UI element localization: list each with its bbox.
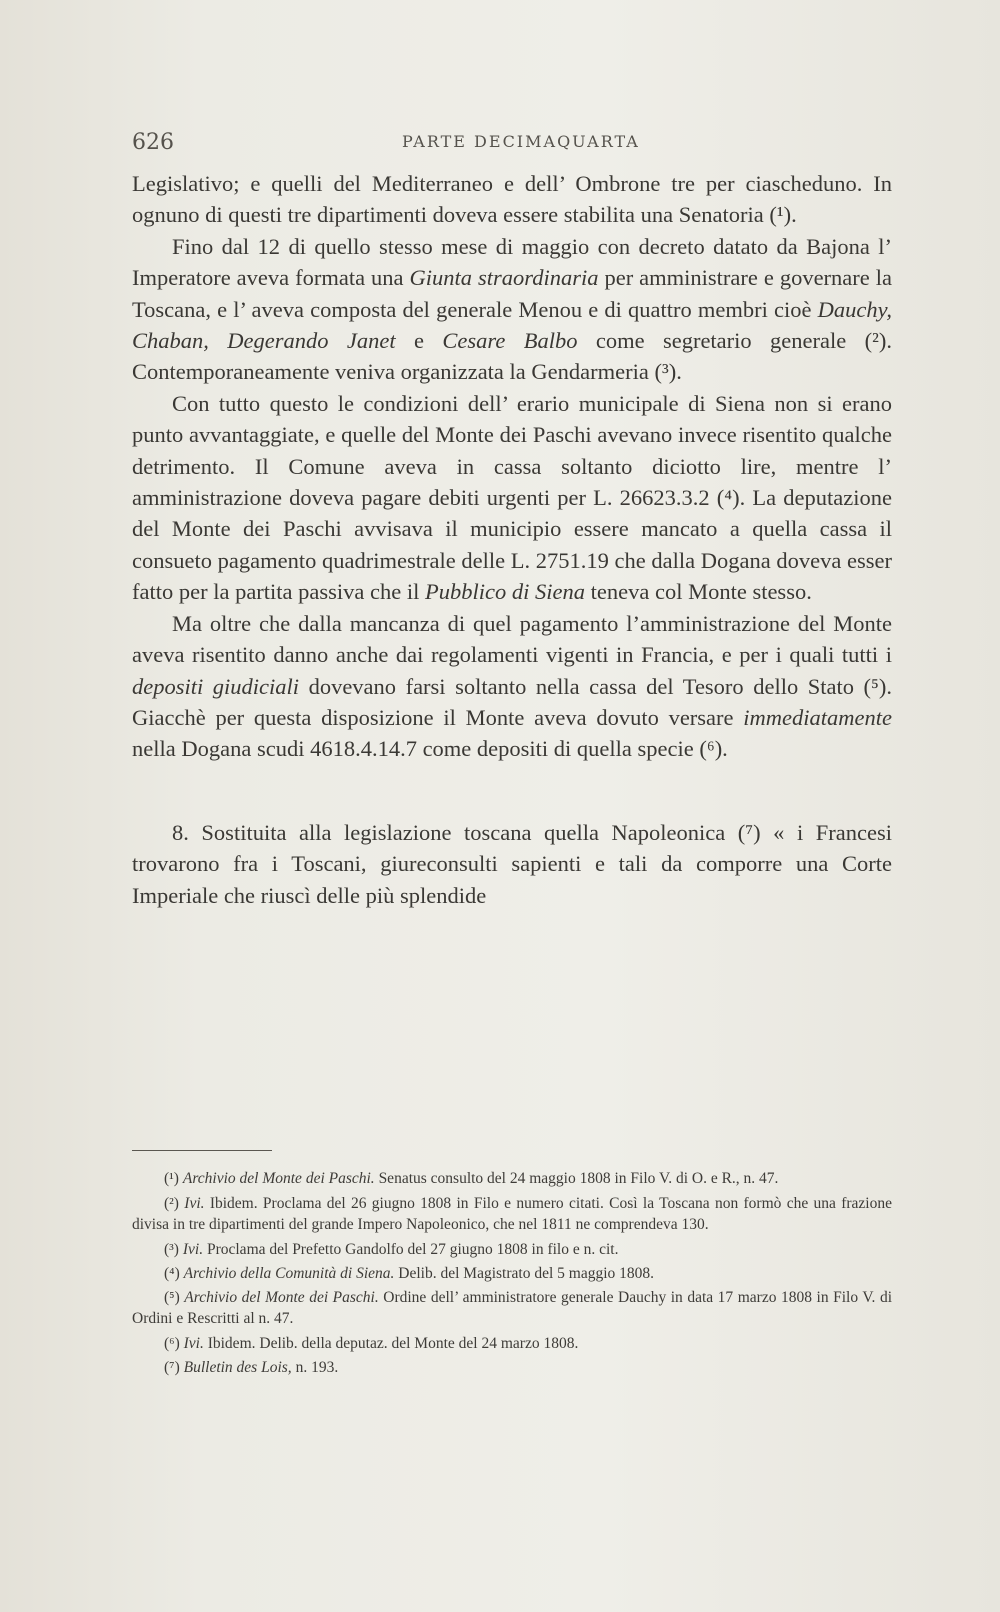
footnote — [132, 1333, 892, 1354]
text-run: (⁶) — [164, 1335, 184, 1352]
italic-text: depositi giudiciali — [132, 673, 300, 699]
italic-text: immediatamente — [743, 704, 892, 730]
text-run: Fino dal 12 di quello stesso mese di maggio con decreto datato da Bajona l’ Imperatore aveva formata una — [132, 233, 892, 291]
footnote — [132, 1168, 892, 1189]
footnote — [132, 1357, 892, 1378]
text-run: Ordine dell’ amministratore generale Dauchy in data 17 marzo 1808 in Filo V. di Ordini e Rescritti al n. 47. — [132, 1289, 892, 1327]
text-run: Ma oltre che dalla mancanza di quel pagamento l’amministrazione del Monte aveva risentito danno anche dai regolamenti vigenti in Francia, e per i quali tutti i — [132, 610, 892, 668]
text-run: . — [791, 202, 797, 228]
paragraph — [132, 231, 892, 388]
italic-text: Archivio del Monte dei Paschi. — [184, 1289, 379, 1306]
italic-text: Pubblico di Siena — [425, 579, 585, 605]
text-run: (¹) — [164, 1170, 183, 1187]
page-number: 626 — [132, 130, 174, 155]
italic-text: Archivio del Monte dei Paschi. — [182, 1170, 375, 1187]
footnote — [132, 1287, 892, 1329]
text-run: Delib. del Magistrato del 5 maggio 1808. — [394, 1265, 655, 1282]
footnote — [132, 1193, 892, 1235]
text-run: e — [395, 328, 443, 354]
section-gap — [132, 765, 892, 817]
text-run: Legislativo; e quelli del Mediterraneo e dell’ Ombrone tre per ciascheduno. In ognuno di questi tre dipartimenti doveva essere stabilita una Senatoria — [132, 171, 892, 228]
text-run: teneva col Monte stesso. — [585, 579, 812, 605]
italic-text: Cesare Balbo — [442, 328, 578, 354]
italic-text: Ivi. — [182, 1241, 204, 1258]
italic-text: Dauchy, Chaban, Degerando Janet — [132, 296, 892, 354]
italic-text: Archivio della Comunità di Siena. — [183, 1265, 395, 1282]
running-title: PARTE DECIMAQUARTA — [402, 132, 640, 151]
text-run: nella Dogana scudi 4618.4.14.7 come depositi di quella specie (⁶). — [132, 736, 728, 762]
footnote — [132, 1239, 892, 1260]
footnote-divider — [132, 1150, 272, 1151]
text-run: Ibidem. Proclama del 26 giugno 1808 in Filo e numero citati. Così la Toscana non formò che una frazione divisa in tre dipartimenti del grande Impero Napoleonico, che nel 1811 ne comprendeva 130. — [132, 1195, 892, 1233]
text-run: n. 193. — [291, 1359, 339, 1376]
text-run: (⁴) — [164, 1265, 184, 1282]
text-run: dovevano farsi soltanto nella cassa del Tesoro dello Stato (⁵). Giacchè per questa disposizione il Monte aveva dovuto versare — [132, 673, 892, 730]
italic-text: Ivi. — [184, 1195, 205, 1212]
italic-text: Bulletin des Lois, — [183, 1359, 292, 1376]
footnote — [132, 1263, 892, 1284]
text-run: (³) — [164, 1241, 183, 1258]
text-run: Con tutto questo le condizioni dell’ erario municipale di Siena non si erano punto avvantaggiate, e quelle del Monte dei Paschi avevano invece risentito qualche detrimento. Il Comune aveva in cassa soltanto diciotto lire, mentre l’ amministrazione doveva pagare debiti urgenti per L. 26623.3.2 (⁴). La deputazione del Monte dei Paschi avvisava il municipio essere mancato a quella cassa il consueto pagamento quadrimestrale delle L. 2751.19 che dalla Dogana doveva esser fatto per la partita passiva che il — [132, 390, 892, 605]
text-run: (²) — [164, 1195, 185, 1212]
text-run: (⁷) — [164, 1359, 184, 1376]
main-text — [132, 168, 892, 911]
text-run: (¹) — [769, 202, 792, 228]
text-run: Proclama del Prefetto Gandolfo del 27 giugno 1808 in filo e n. cit. — [203, 1241, 619, 1258]
text-run: per amministrare e governare la Toscana, e l’ aveva composta del generale Menou e di quattro membri cioè — [132, 265, 892, 322]
footnotes — [132, 1168, 892, 1381]
paragraph — [132, 608, 892, 765]
italic-text: Giunta straordinaria — [409, 265, 599, 291]
paragraph — [132, 388, 892, 608]
text-run: (⁵) — [164, 1289, 185, 1306]
italic-text: Ivi. — [183, 1335, 204, 1352]
text-run: 8. Sostituita alla legislazione toscana quella Napoleonica (⁷) « i Francesi trovarono fra i Toscani, giureconsulti sapienti e tali da comporre una Corte Imperiale che riuscì delle più splendide — [132, 819, 892, 908]
text-run: Senatus consulto del 24 maggio 1808 in Filo V. di O. e R., n. 47. — [374, 1170, 779, 1187]
text-run: Ibidem. Delib. della deputaz. del Monte del 24 marzo 1808. — [203, 1335, 579, 1352]
paragraph — [132, 817, 892, 911]
paragraph — [132, 168, 892, 231]
text-run: come segretario generale (²). Contemporaneamente veniva organizzata la Gendarmeria (³). — [132, 328, 892, 385]
